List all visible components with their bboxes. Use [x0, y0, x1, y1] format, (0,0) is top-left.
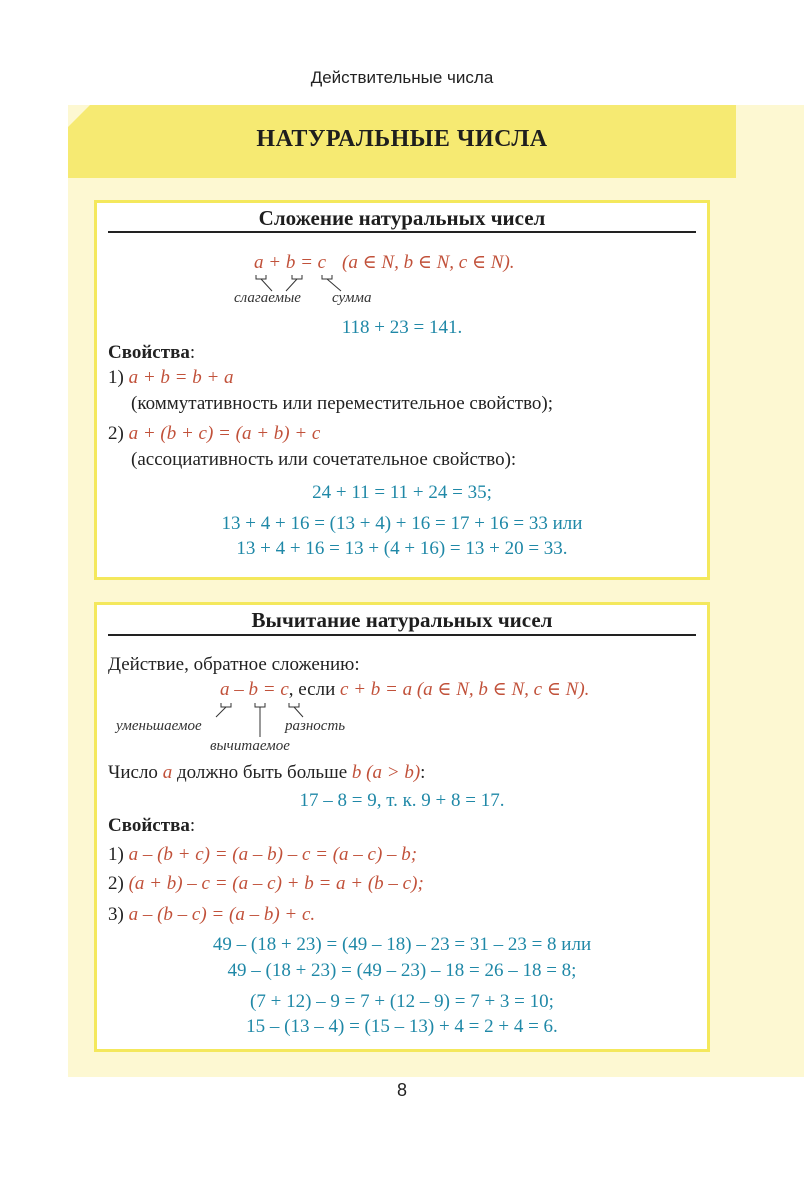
addition-example-4: 13 + 4 + 16 = 13 + (4 + 16) = 13 + 20 = 33.: [236, 538, 568, 559]
subtraction-example-2: 49 – (18 + 23) = (49 – 18) – 23 = 31 – 23 = 8 или: [212, 934, 592, 955]
addition-formula: a + b = c: [254, 252, 327, 273]
if-word: если: [298, 679, 336, 700]
property-number: 2): [108, 873, 124, 894]
property-formula: a + b = b + a: [128, 367, 234, 388]
chapter-title: НАТУРАЛЬНЫЕ ЧИСЛА: [256, 126, 548, 152]
addition-example-3: 13 + 4 + 16 = (13 + 4) + 16 = 17 + 16 = 33 или: [221, 513, 583, 534]
label-minuend: уменьшаемое: [116, 718, 202, 734]
addition-property-2-desc: (ассоциативность или сочетательное свойство):: [131, 449, 517, 470]
property-formula: a + (b + c) = (a + b) + c: [128, 423, 321, 444]
formula-comma: ,: [288, 679, 294, 700]
addition-heading: Сложение натуральных чисел: [258, 206, 546, 230]
subtraction-example-3: 49 – (18 + 23) = (49 – 23) – 18 = 26 – 18 = 8;: [227, 960, 577, 981]
subtraction-heading: Вычитание натуральных чисел: [251, 608, 553, 632]
label-subtrahend: вычитаемое: [210, 738, 290, 754]
subtraction-example-5: 15 – (13 – 4) = (15 – 13) + 4 = 2 + 4 = 6.: [246, 1016, 558, 1037]
label-addends: слагаемые: [234, 290, 301, 306]
subtraction-example-4: (7 + 12) – 9 = 7 + (12 – 9) = 7 + 3 = 10;: [250, 991, 554, 1012]
subtraction-formula: a – b = c: [220, 679, 289, 700]
properties-colon: :: [189, 815, 196, 836]
property-number: 1): [108, 367, 124, 388]
property-number: 3): [108, 904, 124, 925]
addition-property-1-desc: (коммутативность или переместительное свойство);: [131, 393, 554, 414]
rule-text: Число: [108, 762, 158, 783]
subtraction-property-2: [108, 873, 424, 895]
subtraction-properties-label: [108, 815, 195, 837]
rule-text: должно быть больше: [176, 762, 348, 783]
subtraction-property-1: [108, 844, 417, 866]
property-number: 2): [108, 423, 124, 444]
label-difference: разность: [285, 718, 346, 734]
properties-colon: :: [189, 342, 196, 363]
label-sum: сумма: [332, 290, 372, 306]
property-formula: a – (b – c) = (a – b) + c.: [128, 904, 316, 925]
subtraction-property-3: [108, 904, 315, 926]
subtraction-rule: [108, 762, 425, 784]
page-number: 8: [396, 1080, 407, 1100]
addition-example-2: 24 + 11 = 11 + 24 = 35;: [312, 482, 492, 503]
property-formula: a – (b + c) = (a – b) – c = (a – c) – b;: [128, 844, 418, 865]
rule-var-b: b (a > b): [351, 762, 421, 783]
subtraction-intro: Действие, обратное сложению:: [108, 654, 360, 675]
running-title: Действительные числа: [310, 68, 494, 87]
addition-example: 118 + 23 = 141.: [341, 317, 463, 338]
properties-label-text: Свойства: [108, 815, 190, 836]
property-formula: (a + b) – c = (a – c) + b = a + (b – c);: [128, 873, 424, 894]
subtraction-condition: c + b = a (a ∈ N, b ∈ N, c ∈ N).: [340, 679, 590, 700]
properties-label-text: Свойства: [108, 342, 190, 363]
property-number: 1): [108, 844, 124, 865]
rule-var-a: a: [162, 762, 173, 783]
addition-condition: (a ∈ N, b ∈ N, c ∈ N).: [342, 252, 515, 273]
rule-colon: :: [420, 762, 426, 783]
subtraction-example: 17 – 8 = 9, т. к. 9 + 8 = 17.: [299, 790, 505, 811]
